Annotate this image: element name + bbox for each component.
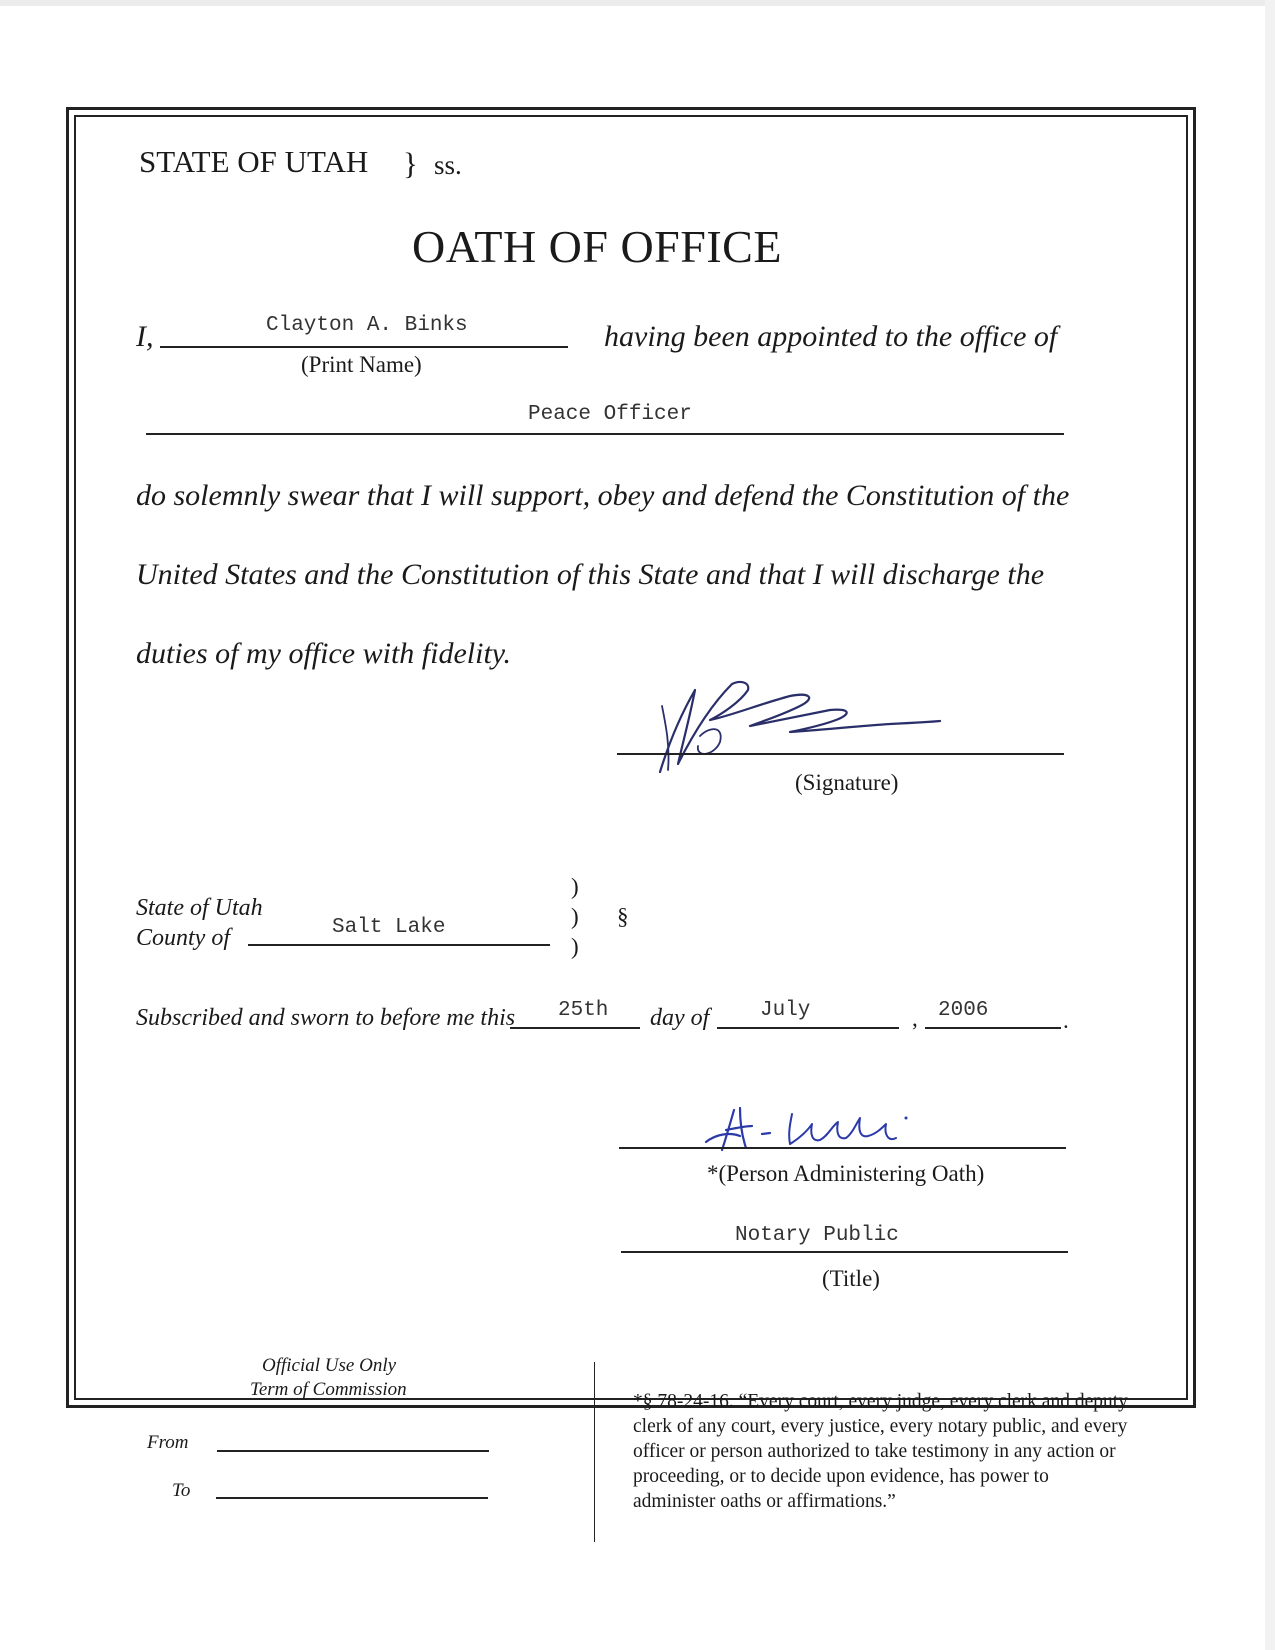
oath-body-line-2: United States and the Constitution of this State and that I will discharge the [136, 558, 1045, 591]
venue-paren-1: ) [571, 874, 579, 899]
print-name-line [160, 346, 568, 348]
office-line [146, 433, 1064, 435]
section-symbol: § [617, 904, 629, 929]
year-line [925, 1027, 1061, 1029]
venue-paren-2: ) [571, 904, 579, 929]
date-comma: , [912, 1006, 918, 1031]
year-field[interactable]: 2006 [938, 999, 989, 1022]
county-field[interactable]: Salt Lake [332, 916, 446, 939]
to-label: To [172, 1480, 191, 1501]
ss-label: ss. [434, 150, 462, 180]
month-field[interactable]: July [760, 999, 811, 1022]
venue-county-label: County of [136, 925, 230, 951]
state-heading: STATE OF UTAH [139, 144, 369, 179]
from-line[interactable] [217, 1450, 489, 1452]
oath-body-line-3: duties of my office with fidelity. [136, 637, 511, 670]
title-caption: (Title) [822, 1266, 880, 1291]
form-border-inner [74, 115, 1188, 1400]
officer-signature [640, 676, 950, 780]
month-line [717, 1027, 899, 1029]
pronoun-label: I, [136, 320, 154, 353]
print-name-caption: (Print Name) [301, 352, 422, 377]
to-line[interactable] [216, 1497, 488, 1499]
administrator-caption: *(Person Administering Oath) [707, 1161, 985, 1186]
date-period: . [1063, 1008, 1069, 1033]
term-of-commission-heading: Term of Commission [250, 1379, 407, 1400]
signature-line [617, 753, 1064, 755]
venue-state-label: State of Utah [136, 895, 263, 921]
day-of-label: day of [650, 1005, 710, 1031]
day-line [510, 1027, 640, 1029]
print-name-field[interactable]: Clayton A. Binks [266, 314, 468, 337]
venue-paren-3: ) [571, 934, 579, 959]
statute-footnote: *§ 78-24-16. “Every court, every judge, every clerk and deputy clerk of any court, every justice, every notary public, and every officer or person authorized to take testimony in any action or proceeding, or to decide upon evidence, has power to administer oaths or affirmations.” [633, 1391, 1128, 1512]
scan-edge-right [1265, 0, 1275, 1650]
from-label: From [147, 1432, 189, 1453]
signature-caption: (Signature) [795, 770, 899, 795]
day-field[interactable]: 25th [558, 999, 609, 1022]
administrator-line [619, 1147, 1066, 1149]
footer-divider [594, 1362, 595, 1542]
county-line [248, 944, 550, 946]
subscribed-label: Subscribed and sworn to before me this [136, 1005, 516, 1031]
office-field[interactable]: Peace Officer [528, 403, 692, 426]
appointed-text: having been appointed to the office of [604, 320, 1058, 353]
title-line [621, 1251, 1068, 1253]
title-field[interactable]: Notary Public [735, 1224, 899, 1247]
oath-body-line-1: do solemnly swear that I will support, obey and defend the Constitution of the [136, 479, 1070, 512]
official-use-heading: Official Use Only [262, 1355, 397, 1376]
scan-edge-top [0, 0, 1275, 6]
document-title: OATH OF OFFICE [412, 221, 782, 272]
state-brace: } [403, 146, 418, 181]
